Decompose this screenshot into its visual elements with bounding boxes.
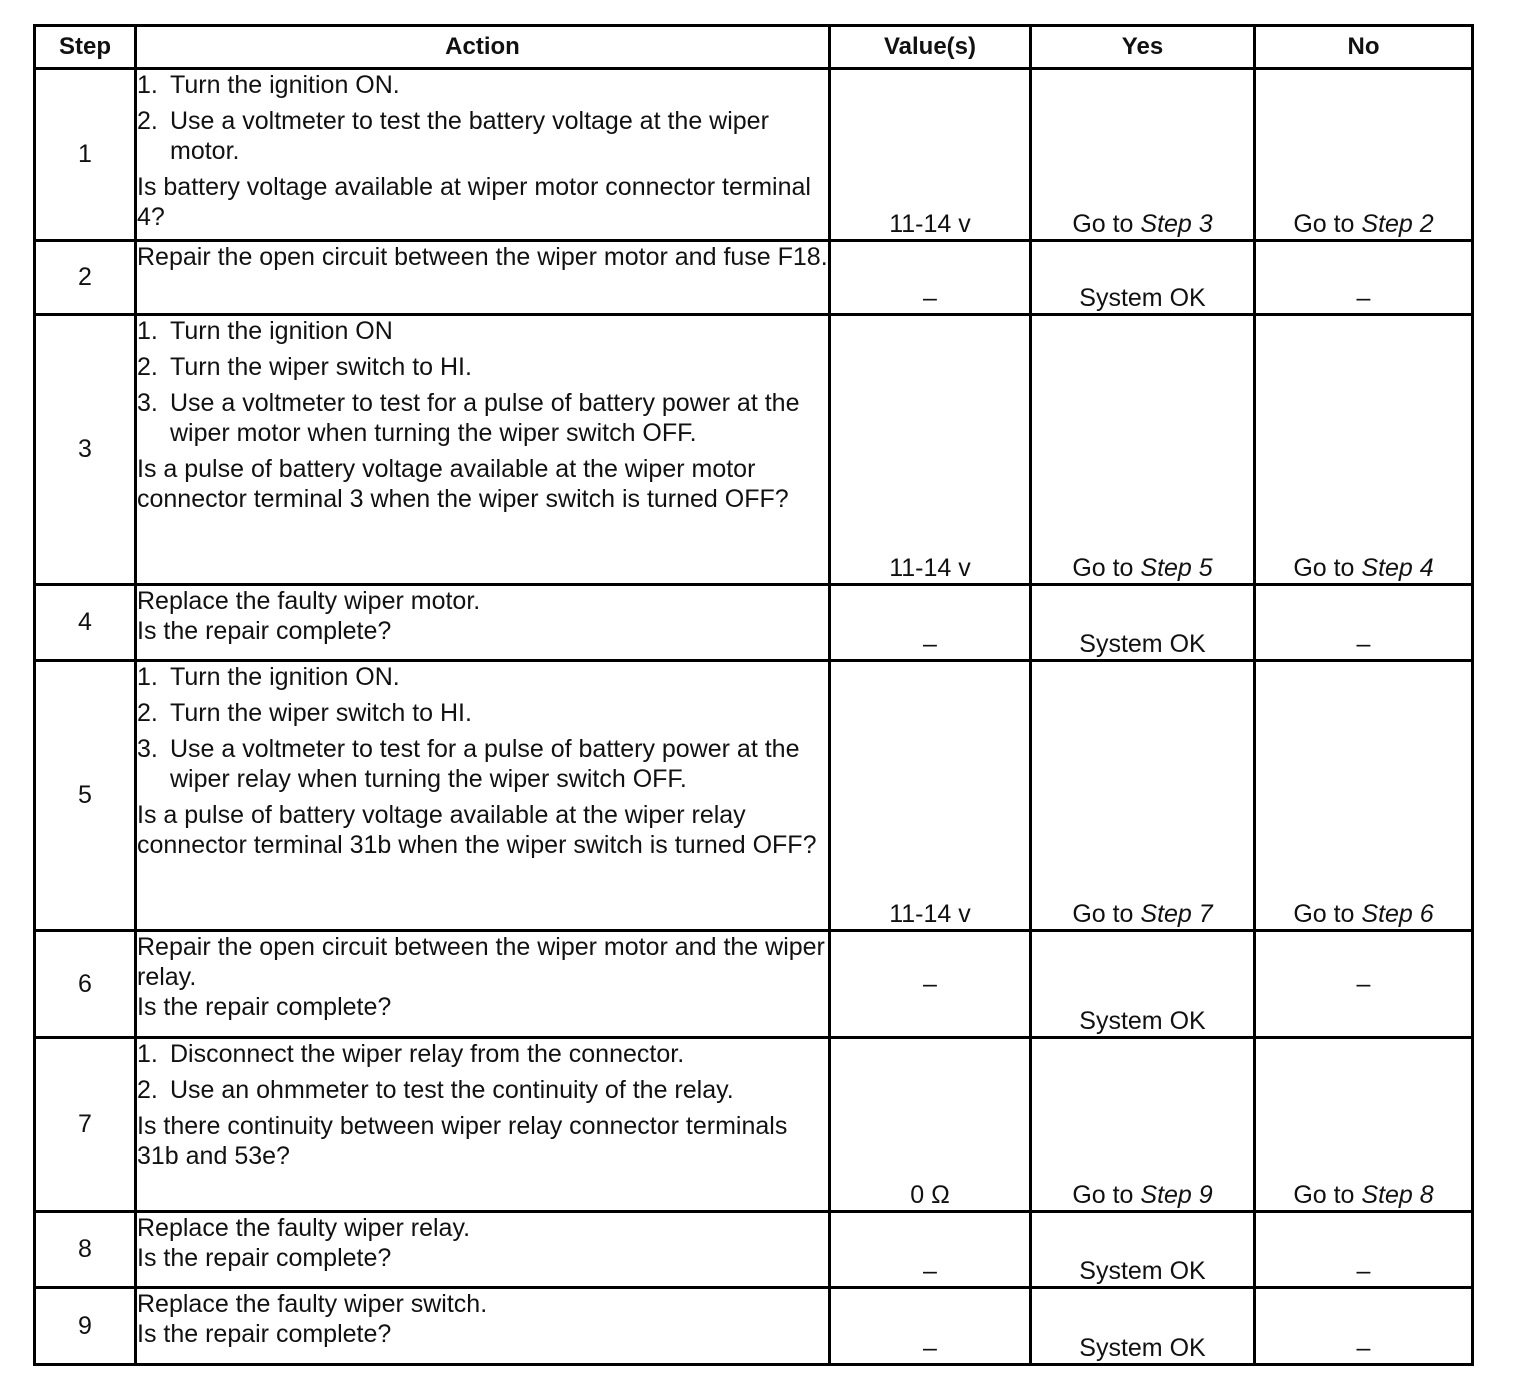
step-number: 2 bbox=[35, 241, 136, 315]
step-number: 1 bbox=[35, 69, 136, 241]
action-item: 1. Turn the ignition ON. bbox=[137, 663, 400, 691]
action-item: 1. Disconnect the wiper relay from the connector. bbox=[137, 1040, 685, 1068]
header-no: No bbox=[1255, 26, 1473, 69]
no-cell: Go to Step 8 bbox=[1255, 1038, 1473, 1212]
value-cell: – bbox=[830, 931, 1031, 1038]
action-question: Is the repair complete? bbox=[137, 617, 392, 645]
value-cell: – bbox=[830, 1212, 1031, 1288]
action-line: Replace the faulty wiper motor. bbox=[137, 587, 481, 615]
action-cell bbox=[136, 315, 830, 585]
header-values: Value(s) bbox=[830, 26, 1031, 69]
table-row bbox=[35, 585, 1473, 661]
action-item: 2. Use an ohmmeter to test the continuity of the relay. bbox=[137, 1076, 734, 1104]
header-row bbox=[35, 26, 1473, 69]
yes-cell: System OK bbox=[1031, 585, 1255, 661]
action-item: 2. Turn the wiper switch to HI. bbox=[137, 353, 472, 381]
value-cell: 11-14 v bbox=[830, 315, 1031, 585]
action-cell bbox=[136, 1288, 830, 1365]
yes-cell: System OK bbox=[1031, 931, 1255, 1038]
action-cell bbox=[136, 931, 830, 1038]
no-cell: – bbox=[1255, 585, 1473, 661]
value-cell: – bbox=[830, 241, 1031, 315]
no-cell: – bbox=[1255, 1288, 1473, 1365]
action-cell bbox=[136, 585, 830, 661]
action-question: Is battery voltage available at wiper motor connector terminal 4? bbox=[137, 173, 811, 231]
action-question: Repair the open circuit between the wiper motor and fuse F18. bbox=[137, 243, 828, 271]
yes-cell: System OK bbox=[1031, 241, 1255, 315]
action-cell bbox=[136, 661, 830, 931]
action-question: Is the repair complete? bbox=[137, 993, 392, 1021]
table-row bbox=[35, 931, 1473, 1038]
table-row bbox=[35, 69, 1473, 241]
no-cell: – bbox=[1255, 241, 1473, 315]
yes-cell: Go to Step 5 bbox=[1031, 315, 1255, 585]
action-line: Replace the faulty wiper relay. bbox=[137, 1214, 471, 1242]
yes-cell: Go to Step 7 bbox=[1031, 661, 1255, 931]
step-number: 4 bbox=[35, 585, 136, 661]
no-cell: Go to Step 2 bbox=[1255, 69, 1473, 241]
no-cell: Go to Step 6 bbox=[1255, 661, 1473, 931]
table-row bbox=[35, 1288, 1473, 1365]
yes-cell: System OK bbox=[1031, 1288, 1255, 1365]
action-line: Repair the open circuit between the wiper motor and the wiper relay. bbox=[137, 933, 825, 991]
step-number: 7 bbox=[35, 1038, 136, 1212]
action-item: 1. Turn the ignition ON. bbox=[137, 71, 400, 99]
action-line: Replace the faulty wiper switch. bbox=[137, 1290, 488, 1318]
step-number: 3 bbox=[35, 315, 136, 585]
action-question: Is there continuity between wiper relay connector terminals 31b and 53e? bbox=[137, 1112, 788, 1170]
table-row bbox=[35, 241, 1473, 315]
action-item: 1. Turn the ignition ON bbox=[137, 317, 393, 345]
no-cell: – bbox=[1255, 931, 1473, 1038]
value-cell: – bbox=[830, 585, 1031, 661]
action-item: 3. Use a voltmeter to test for a pulse of battery power at the wiper motor when turning the wiper switch OFF. bbox=[137, 389, 800, 447]
action-cell bbox=[136, 1038, 830, 1212]
yes-cell: Go to Step 9 bbox=[1031, 1038, 1255, 1212]
action-question: Is a pulse of battery voltage available at the wiper motor connector terminal 3 when the wiper switch is turned OFF? bbox=[137, 455, 789, 513]
table-row bbox=[35, 661, 1473, 931]
no-cell: – bbox=[1255, 1212, 1473, 1288]
action-item: 2. Turn the wiper switch to HI. bbox=[137, 699, 472, 727]
value-cell: – bbox=[830, 1288, 1031, 1365]
value-cell: 0 Ω bbox=[830, 1038, 1031, 1212]
action-cell bbox=[136, 241, 830, 315]
header-action: Action bbox=[136, 26, 830, 69]
yes-cell: Go to Step 3 bbox=[1031, 69, 1255, 241]
yes-cell: System OK bbox=[1031, 1212, 1255, 1288]
action-question: Is the repair complete? bbox=[137, 1244, 392, 1272]
action-item: 2. Use a voltmeter to test the battery voltage at the wiper motor. bbox=[137, 107, 769, 165]
header-yes: Yes bbox=[1031, 26, 1255, 69]
no-cell: Go to Step 4 bbox=[1255, 315, 1473, 585]
step-number: 8 bbox=[35, 1212, 136, 1288]
action-item: 3. Use a voltmeter to test for a pulse of battery power at the wiper relay when turning the wiper switch OFF. bbox=[137, 735, 800, 793]
header-step: Step bbox=[35, 26, 136, 69]
step-number: 9 bbox=[35, 1288, 136, 1365]
value-cell: 11-14 v bbox=[830, 661, 1031, 931]
action-question: Is the repair complete? bbox=[137, 1320, 392, 1348]
step-number: 5 bbox=[35, 661, 136, 931]
action-cell bbox=[136, 1212, 830, 1288]
diagnostic-table bbox=[33, 24, 1474, 1366]
step-number: 6 bbox=[35, 931, 136, 1038]
action-cell bbox=[136, 69, 830, 241]
value-cell: 11-14 v bbox=[830, 69, 1031, 241]
table-row bbox=[35, 1212, 1473, 1288]
table-row bbox=[35, 315, 1473, 585]
table-row bbox=[35, 1038, 1473, 1212]
action-question: Is a pulse of battery voltage available at the wiper relay connector terminal 31b when the wiper switch is turned OFF? bbox=[137, 801, 817, 859]
